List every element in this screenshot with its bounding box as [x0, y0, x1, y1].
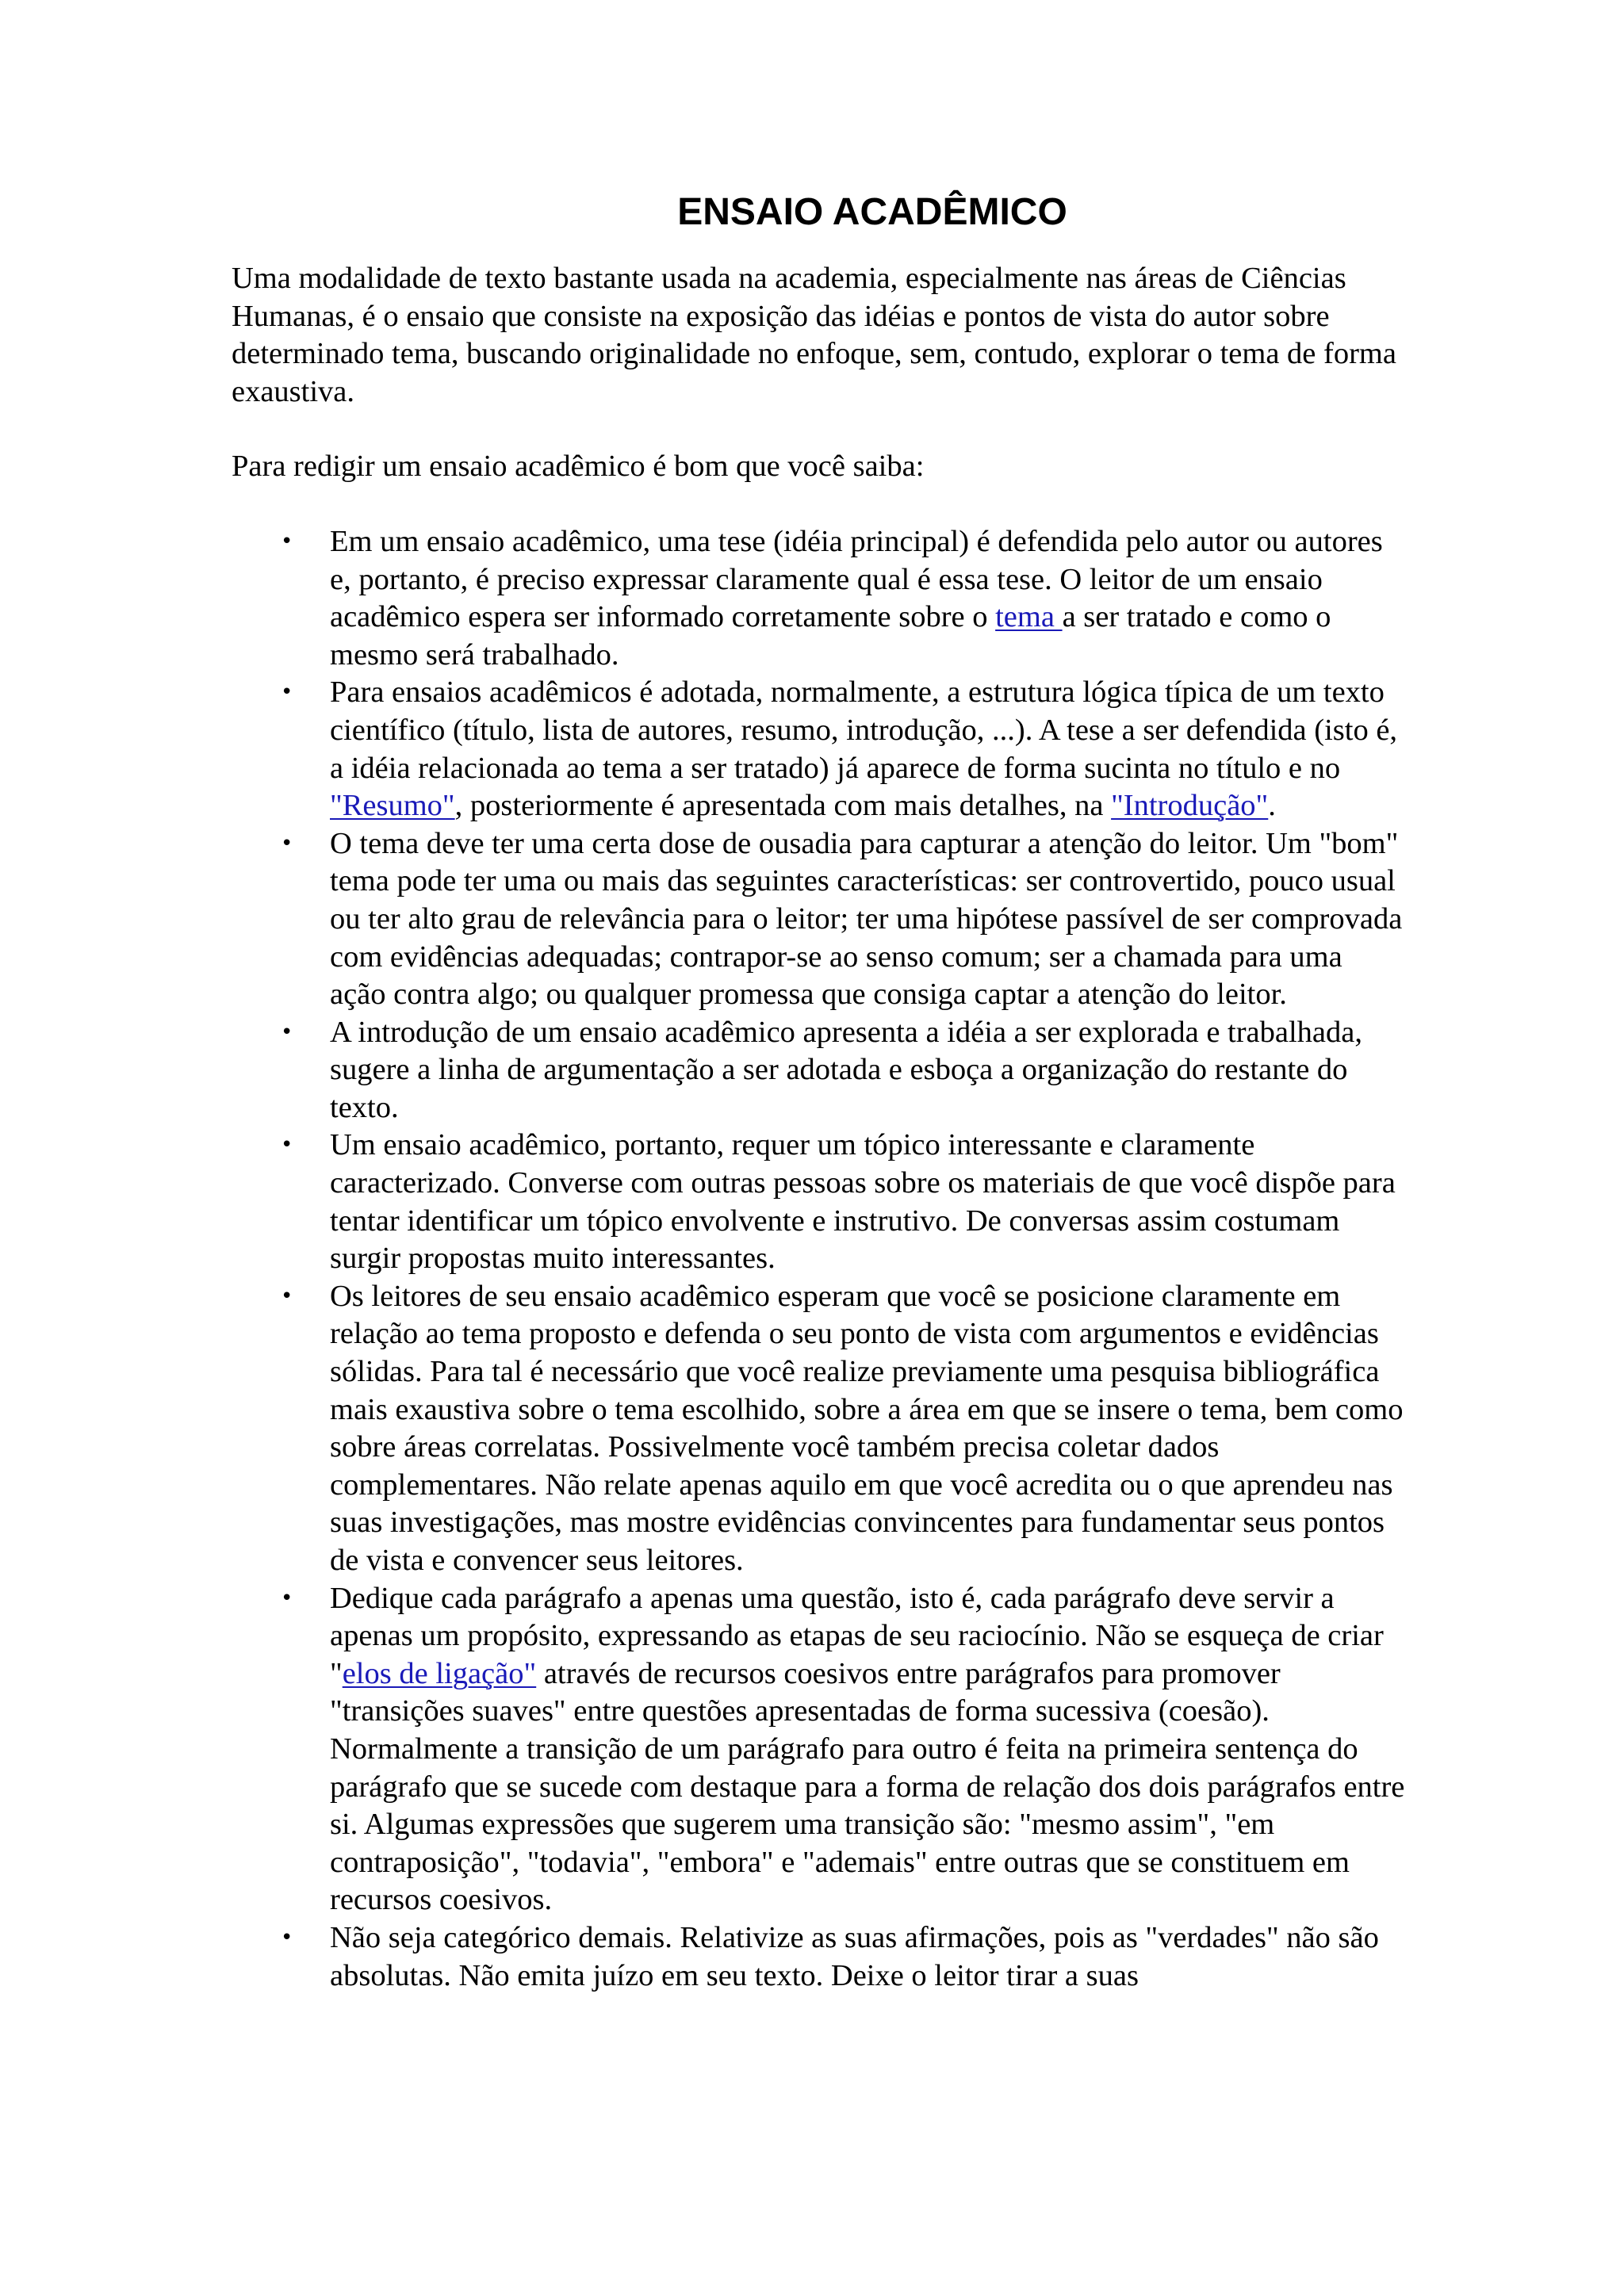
lead-paragraph: Para redigir um ensaio acadêmico é bom que você saiba:: [232, 450, 925, 484]
bullet-icon: •: [281, 1925, 293, 1950]
list-item-text: a ser tratado e como o mesmo será trabalhado.: [330, 600, 1331, 672]
list-item: [281, 1127, 1405, 1277]
list-item-text: Para ensaios acadêmicos é adotada, normalmente, a estrutura lógica típica de um texto científico (título, lista de autores, resumo, introdução, ...). A tese a ser defendida (isto é, a idéia relacionada ao tema a ser tratado) já aparece de forma sucinta no título e no: [330, 675, 1398, 785]
list-item-text: Não seja categórico demais. Relativize as suas afirmações, pois as "verdades" não são absolutas. Não emita juízo em seu texto. Deixe o leitor tirar a suas: [330, 1920, 1379, 1992]
bullet-icon: •: [281, 1586, 293, 1610]
guidelines-list: [232, 523, 1405, 1995]
list-item: [281, 825, 1405, 1014]
list-item-text: Em um ensaio acadêmico, uma tese (idéia principal) é defendida pelo autor ou autores e, portanto, é preciso expressar claramente qual é essa tese. O leitor de um ensaio acadêmico espera ser informado corretamente sobre o: [330, 524, 1383, 634]
list-item: [281, 523, 1405, 674]
document-page: [232, 189, 1405, 1995]
bullet-icon: •: [281, 680, 293, 705]
list-item-text: Dedique cada parágrafo a apenas uma questão, isto é, cada parágrafo deve servir a apenas um propósito, expressando as etapas de seu raciocínio. Não se esqueça de criar ": [330, 1581, 1384, 1690]
bullet-icon: •: [281, 831, 293, 855]
list-item-text: A introdução de um ensaio acadêmico apresenta a idéia a ser explorada e trabalhada, sugere a linha de argumentação a ser adotada e esboça a organização do restante do texto.: [330, 1015, 1362, 1124]
intro-paragraph: Uma modalidade de texto bastante usada na academia, especialmente nas áreas de Ciências Humanas, é o ensaio que consiste na exposição das idéias e pontos de vista do autor sobre determinado tema, buscando originalidade no enfoque, sem, contudo, explorar o tema de forma exaustiva.: [232, 262, 1396, 408]
list-item: [281, 674, 1405, 825]
list-item: [281, 1580, 1405, 1919]
list-item-text: , posteriormente é apresentada com mais detalhes, na: [454, 789, 1112, 823]
list-item: [281, 1278, 1405, 1580]
list-item-text: O tema deve ter uma certa dose de ousadia para capturar a atenção do leitor. Um "bom" tema pode ter uma ou mais das seguintes características: ser controvertido, pouco usual ou ter alto grau de relevância para o leitor; ter uma hipótese passível de ser comprovada com evidências adequadas; contrapor-se ao senso comum; ser a chamada para uma ação contra algo; ou qualquer promessa que consiga captar a atenção do leitor.: [330, 826, 1403, 1012]
bullet-icon: •: [281, 1020, 293, 1044]
elos-de-ligacao-link[interactable]: elos de ligação": [342, 1656, 537, 1690]
resumo-link[interactable]: "Resumo": [330, 789, 455, 823]
list-item-text: Os leitores de seu ensaio acadêmico esperam que você se posicione claramente em relação ao tema proposto e defenda o seu ponto de vista com argumentos e evidências sólidas. Para tal é necessário que você realize previamente uma pesquisa bibliográfica mais exaustiva sobre o tema escolhido, sobre a área em que se insere o tema, bem como sobre áreas correlatas. Possivelmente você também precisa coletar dados complementares. Não relate apenas aquilo em que você acredita ou o que aprendeu nas suas investigações, mas mostre evidências convincentes para fundamentar seus pontos de vista e convencer seus leitores.: [330, 1279, 1404, 1577]
list-item: [281, 1919, 1405, 1995]
list-item-text: Um ensaio acadêmico, portanto, requer um tópico interessante e claramente caracterizado. Converse com outras pessoas sobre os materiais de que você dispõe para tentar identificar um tópico envolvente e instrutivo. De conversas assim costumam surgir propostas muito interessantes.: [330, 1128, 1396, 1276]
bullet-icon: •: [281, 1133, 293, 1158]
document-title: ENSAIO ACADÊMICO: [677, 191, 1067, 233]
list-item: [281, 1014, 1405, 1127]
list-item-text: .: [1268, 789, 1276, 823]
bullet-icon: •: [281, 529, 293, 553]
list-item-text: através de recursos coesivos entre parágrafos para promover "transições suaves" entre questões apresentadas de forma sucessiva (coesão). Normalmente a transição de um parágrafo para outro é feita na primeira sentença do parágrafo que se sucede com destaque para a forma de relação dos dois parágrafos entre si. Algumas expressões que sugerem uma transição são: "mesmo assim", "em contraposição", "todavia", "embora" e "ademais" entre outras que se constituem em recursos coesivos.: [330, 1656, 1405, 1917]
bullet-icon: •: [281, 1284, 293, 1308]
tema-link[interactable]: tema: [995, 600, 1063, 634]
introducao-link[interactable]: "Introdução": [1111, 789, 1269, 823]
